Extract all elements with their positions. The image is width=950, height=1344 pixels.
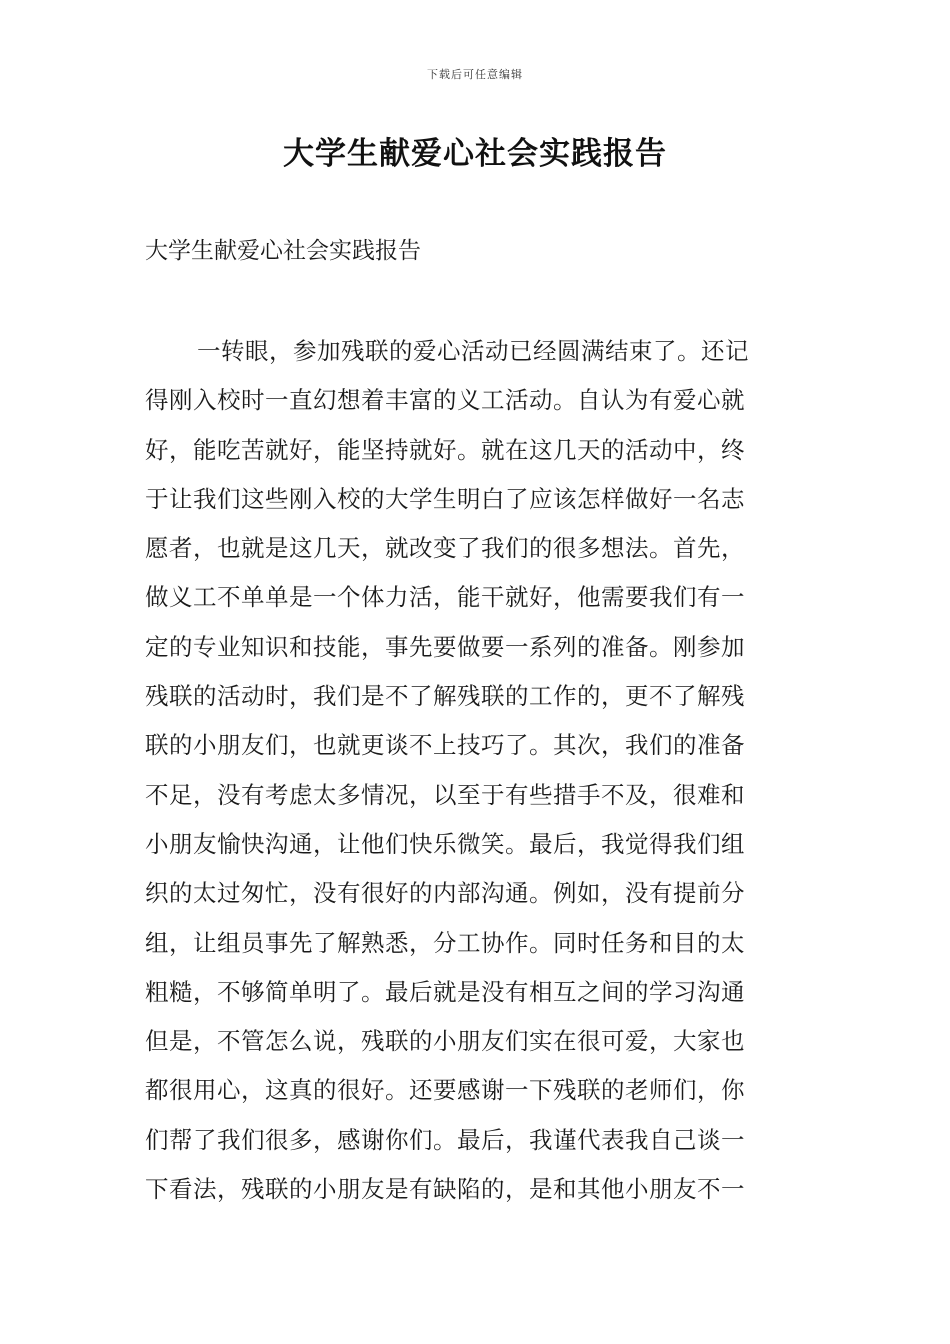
body-line: 好，能吃苦就好，能坚持就好。就在这几天的活动中，终 — [145, 435, 745, 464]
body-line: 下看法，残联的小朋友是有缺陷的，是和其他小朋友不一 — [145, 1175, 745, 1204]
body-line: 小朋友愉快沟通，让他们快乐微笑。最后，我觉得我们组 — [145, 829, 745, 858]
body-line: 粗糙，不够简单明了。最后就是没有相互之间的学习沟通 — [145, 977, 745, 1006]
body-line: 愿者，也就是这几天，就改变了我们的很多想法。首先， — [145, 534, 745, 563]
body-paragraph — [145, 330, 805, 1217]
document-title: 大学生献爱心社会实践报告 — [283, 136, 667, 172]
document-subtitle: 大学生献爱心社会实践报告 — [145, 238, 421, 264]
body-line: 定的专业知识和技能，事先要做要一系列的准备。刚参加 — [145, 632, 745, 661]
body-line: 于让我们这些刚入校的大学生明白了应该怎样做好一名志 — [145, 484, 745, 513]
body-line: 织的太过匆忙，没有很好的内部沟通。例如，没有提前分 — [145, 879, 745, 908]
body-line: 联的小朋友们，也就更谈不上技巧了。其次，我们的准备 — [145, 731, 745, 760]
body-line: 一转眼，参加残联的爱心活动已经圆满结束了。还记 — [197, 337, 749, 365]
body-line: 得刚入校时一直幻想着丰富的义工活动。自认为有爱心就 — [145, 386, 745, 415]
body-line: 做义工不单单是一个体力活，能干就好，他需要我们有一 — [145, 583, 745, 612]
header-note: 下载后可任意编辑 — [427, 68, 523, 81]
body-line: 们帮了我们很多，感谢你们。最后，我谨代表我自己谈一 — [145, 1125, 745, 1154]
body-line: 不足，没有考虑太多情况，以至于有些措手不及，很难和 — [145, 780, 745, 809]
body-line: 都很用心，这真的很好。还要感谢一下残联的老师们，你 — [145, 1076, 745, 1105]
body-line: 残联的活动时，我们是不了解残联的工作的，更不了解残 — [145, 682, 745, 711]
body-line: 组，让组员事先了解熟悉，分工协作。同时任务和目的太 — [145, 928, 745, 957]
body-line: 但是，不管怎么说，残联的小朋友们实在很可爱，大家也 — [145, 1027, 745, 1056]
